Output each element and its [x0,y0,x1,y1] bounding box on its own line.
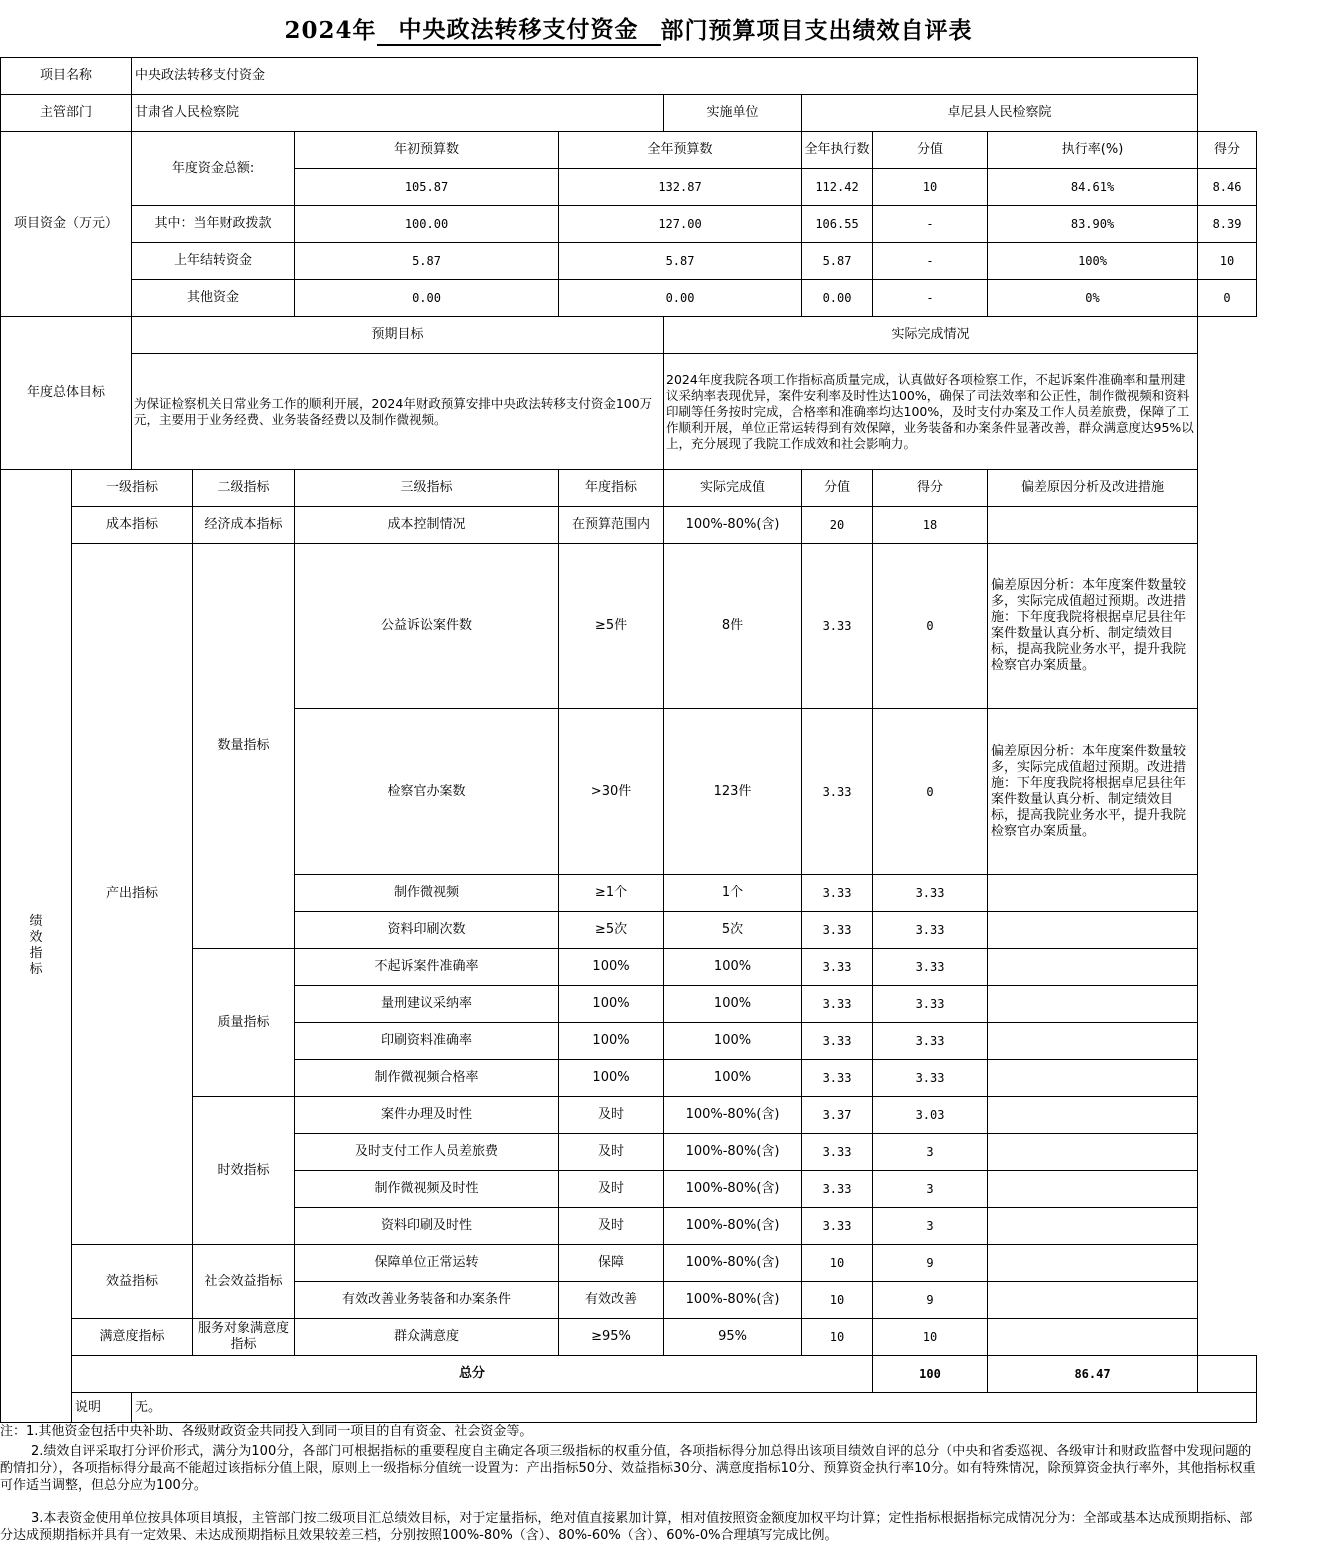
ind-score-value: 3.33 [802,875,873,912]
ind-name: 制作微视频及时性 [295,1171,559,1208]
total-label: 总分 [72,1356,873,1393]
ind-score: 3.33 [873,875,988,912]
ind-deviation [988,1208,1198,1245]
ind-actual: 1个 [664,875,802,912]
ind-score-value: 3.33 [802,1208,873,1245]
funds-cell: 10 [873,169,988,206]
note-3-text: 3.本表资金使用单位按具体项目填报，主管部门按二级项目汇总绩效目标，对于定量指标，绝对值直接累加计算，相对值按照资金额度加权平均计算；定性指标根据指标完成情况分为：全部或基本达成预期指标、部分达成预期指标并具有一定效果、未达成预期指标且效果较差三档，分别按照100%-80%（含）、80%-60%（含）、60%-0%合理填写完成比例。 [0,1511,1253,1543]
impl-label: 实施单位 [664,95,802,132]
ind-deviation [988,1097,1198,1134]
title-project: 中央政法转移支付资金 [377,11,661,46]
ind-deviation [988,1245,1198,1282]
ind-score-value: 3.33 [802,1060,873,1097]
funds-cell: 8.39 [1198,206,1257,243]
project-name-label: 项目名称 [1,58,132,95]
ind-name: 检察官办案数 [295,709,559,875]
ind-actual: 100%-80%(含) [664,1171,802,1208]
ind-score-value: 3.33 [802,709,873,875]
funds-row-label: 上年结转资金 [132,243,295,280]
ind-header-level2: 二级指标 [193,470,295,507]
ind-deviation [988,986,1198,1023]
ind-annual: 及时 [559,1208,664,1245]
level2-social: 社会效益指标 [193,1245,295,1319]
ind-deviation [988,875,1198,912]
funds-header-score-value: 分值 [873,132,988,169]
funds-cell: 0 [1198,280,1257,317]
ind-score: 0 [873,709,988,875]
ind-name: 不起诉案件准确率 [295,949,559,986]
ind-score: 3.33 [873,1023,988,1060]
funds-cell: 8.46 [1198,169,1257,206]
level1-satisfaction: 满意度指标 [72,1319,193,1356]
funds-cell: 112.42 [802,169,873,206]
ind-actual: 5次 [664,912,802,949]
ind-actual: 100%-80%(含) [664,1097,802,1134]
funds-cell: 5.87 [802,243,873,280]
ind-score: 3.03 [873,1097,988,1134]
funds-cell: 0.00 [802,280,873,317]
level2-quantity: 数量指标 [193,544,295,949]
ind-name: 制作微视频合格率 [295,1060,559,1097]
project-name-value: 中央政法转移支付资金 [132,58,1198,95]
funds-cell: - [873,206,988,243]
ind-actual: 100% [664,1023,802,1060]
note-2 [0,1443,1257,1494]
level2-service: 服务对象满意度指标 [193,1319,295,1356]
ind-score: 3 [873,1208,988,1245]
ind-name: 资料印刷次数 [295,912,559,949]
ind-header-actual: 实际完成值 [664,470,802,507]
ind-annual: ≥95% [559,1319,664,1356]
level2-econ-cost: 经济成本指标 [193,507,295,544]
ind-annual: 保障 [559,1245,664,1282]
ind-score: 9 [873,1282,988,1319]
funds-header-score: 得分 [1198,132,1257,169]
ind-score: 3.33 [873,986,988,1023]
funds-cell: 84.61% [988,169,1198,206]
funds-cell: 83.90% [988,206,1198,243]
ind-annual: 100% [559,1060,664,1097]
ind-name: 保障单位正常运转 [295,1245,559,1282]
ind-score-value: 3.33 [802,912,873,949]
ind-header-score: 得分 [873,470,988,507]
funds-cell: 100.00 [295,206,559,243]
level2-quality: 质量指标 [193,949,295,1097]
note-1: 注：1.其他资金包括中央补助、各级财政资金共同投入到同一项目的自有资金、社会资金等。 [0,1424,533,1439]
dept-value: 甘肃省人民检察院 [132,95,664,132]
ind-header-deviation: 偏差原因分析及改进措施 [988,470,1198,507]
ind-deviation [988,949,1198,986]
funds-header-rate: 执行率(%) [988,132,1198,169]
ind-name: 印刷资料准确率 [295,1023,559,1060]
funds-row-label: 年度资金总额: [132,132,295,206]
ind-name: 群众满意度 [295,1319,559,1356]
funds-cell: 106.55 [802,206,873,243]
ind-score-value: 10 [802,1282,873,1319]
indicators-side-label-text: 绩 效 指 标 [29,914,43,977]
ind-name: 制作微视频 [295,875,559,912]
ind-deviation [988,1134,1198,1171]
ind-score-value: 3.33 [802,544,873,709]
impl-value: 卓尼县人民检察院 [802,95,1198,132]
funds-header-exec: 全年执行数 [802,132,873,169]
ind-score-value: 10 [802,1319,873,1356]
ind-score: 3.33 [873,1060,988,1097]
ind-annual: 100% [559,986,664,1023]
title-year: 2024年 [284,17,377,44]
goals-actual: 2024年度我院各项工作指标高质量完成，认真做好各项检察工作，不起诉案件准确率和量刑建议采纳率表现优异，案件安利率及时性达100%，确保了司法效率和公正性，制作微视频和资料印刷等任务按时完成，合格率和准确率均达100%，及时支付办案及工作人员差旅费，保障了工作顺利开展，单位正常运转得到有效保障，业务装备和办案条件显著改善，群众满意度达95%以上，充分展现了我院工作成效和社会影响力。 [664,354,1198,470]
dept-label: 主管部门 [1,95,132,132]
ind-annual: 100% [559,949,664,986]
ind-annual: 及时 [559,1134,664,1171]
performance-table [0,57,1257,1423]
ind-score: 0 [873,544,988,709]
ind-score: 3 [873,1134,988,1171]
level1-cost: 成本指标 [72,507,193,544]
ind-deviation [988,1282,1198,1319]
ind-name: 及时支付工作人员差旅费 [295,1134,559,1171]
level1-benefit: 效益指标 [72,1245,193,1319]
ind-score: 10 [873,1319,988,1356]
ind-actual: 100%-80%(含) [664,1134,802,1171]
ind-name: 案件办理及时性 [295,1097,559,1134]
ind-name: 有效改善业务装备和办案条件 [295,1282,559,1319]
ind-score-value: 3.33 [802,1023,873,1060]
ind-score-value: 10 [802,1245,873,1282]
ind-name: 公益诉讼案件数 [295,544,559,709]
funds-cell: - [873,280,988,317]
goals-label: 年度总体目标 [1,317,132,470]
ind-deviation: 偏差原因分析：本年度案件数量较多，实际完成值超过预期。改进措施：下年度我院将根据卓尼县往年案件数量认真分析、制定绩效目标，提高我院业务水平，提升我院检察官办案质量。 [988,544,1198,709]
ind-name: 成本控制情况 [295,507,559,544]
ind-score: 18 [873,507,988,544]
goals-actual-label: 实际完成情况 [664,317,1198,354]
ind-score: 3.33 [873,949,988,986]
ind-deviation [988,912,1198,949]
goals-expected-label: 预期目标 [132,317,664,354]
ind-deviation: 偏差原因分析：本年度案件数量较多，实际完成值超过预期。改进措施：下年度我院将根据卓尼县往年案件数量认真分析、制定绩效目标，提高我院业务水平，提升我院检察官办案质量。 [988,709,1198,875]
funds-cell: 132.87 [559,169,802,206]
ind-annual: ≥5件 [559,544,664,709]
ind-actual: 100%-80%(含) [664,1282,802,1319]
ind-annual: 及时 [559,1097,664,1134]
remark-value: 无。 [132,1393,1257,1423]
funds-row-label: 其他资金 [132,280,295,317]
ind-actual: 95% [664,1319,802,1356]
ind-annual: 有效改善 [559,1282,664,1319]
ind-score: 3.33 [873,912,988,949]
funds-cell: 127.00 [559,206,802,243]
total-empty [1198,1356,1257,1393]
funds-cell: 5.87 [295,243,559,280]
ind-deviation [988,1060,1198,1097]
funds-cell: 105.87 [295,169,559,206]
ind-annual: >30件 [559,709,664,875]
ind-deviation [988,1023,1198,1060]
ind-score: 9 [873,1245,988,1282]
ind-score-value: 3.33 [802,949,873,986]
funds-cell: 5.87 [559,243,802,280]
ind-header-annual: 年度指标 [559,470,664,507]
ind-actual: 123件 [664,709,802,875]
total-score: 86.47 [988,1356,1198,1393]
funds-cell: 0.00 [295,280,559,317]
page-title [0,0,1257,57]
goals-expected: 为保证检察机关日常业务工作的顺利开展，2024年财政预算安排中央政法转移支付资金100万元，主要用于业务经费、业务装备经费以及制作微视频。 [132,354,664,470]
ind-annual: ≥1个 [559,875,664,912]
ind-score-value: 3.33 [802,1171,873,1208]
funds-cell: - [873,243,988,280]
ind-name: 资料印刷及时性 [295,1208,559,1245]
ind-actual: 100%-80%(含) [664,1208,802,1245]
notes [0,1423,1257,1544]
funds-header-initial: 年初预算数 [295,132,559,169]
note-2-text: 2.绩效自评采取打分评价形式，满分为100分，各部门可根据指标的重要程度自主确定各项三级指标的权重分值，各项指标得分加总得出该项目绩效自评的总分（中央和省委巡视、各级审计和财政监督中发现问题的酌情扣分），各项指标得分最高不能超过该指标分值上限，原则上一级指标分值统一设置为：产出指标50分、效益指标30分、满意度指标10分、预算资金执行率10分。如有特殊情况，除预算资金执行率外，其他指标权重可作适当调整，但总分应为100分。 [0,1444,1256,1493]
ind-actual: 100% [664,1060,802,1097]
ind-header-level3: 三级指标 [295,470,559,507]
funds-cell: 0.00 [559,280,802,317]
ind-score-value: 3.37 [802,1097,873,1134]
ind-actual: 100%-80%(含) [664,507,802,544]
ind-actual: 8件 [664,544,802,709]
funds-label: 项目资金（万元） [1,132,132,317]
ind-name: 量刑建议采纳率 [295,986,559,1023]
ind-score-value: 20 [802,507,873,544]
ind-deviation [988,1171,1198,1208]
ind-score-value: 3.33 [802,986,873,1023]
ind-header-level1: 一级指标 [72,470,193,507]
ind-actual: 100% [664,949,802,986]
funds-cell: 0% [988,280,1198,317]
ind-deviation [988,507,1198,544]
funds-row-label: 其中：当年财政拨款 [132,206,295,243]
remark-label: 说明 [72,1393,132,1423]
ind-score-value: 3.33 [802,1134,873,1171]
ind-annual: ≥5次 [559,912,664,949]
ind-annual: 在预算范围内 [559,507,664,544]
ind-annual: 及时 [559,1171,664,1208]
ind-header-score-value: 分值 [802,470,873,507]
ind-deviation [988,1319,1198,1356]
note-3 [0,1510,1257,1544]
ind-actual: 100% [664,986,802,1023]
funds-cell: 10 [1198,243,1257,280]
funds-cell: 100% [988,243,1198,280]
ind-actual: 100%-80%(含) [664,1245,802,1282]
level2-timeliness: 时效指标 [193,1097,295,1245]
level1-output: 产出指标 [72,544,193,1245]
total-score-value: 100 [873,1356,988,1393]
ind-annual: 100% [559,1023,664,1060]
title-suffix: 部门预算项目支出绩效自评表 [660,17,973,44]
indicators-side-label [1,470,72,1423]
ind-score: 3 [873,1171,988,1208]
funds-header-full: 全年预算数 [559,132,802,169]
